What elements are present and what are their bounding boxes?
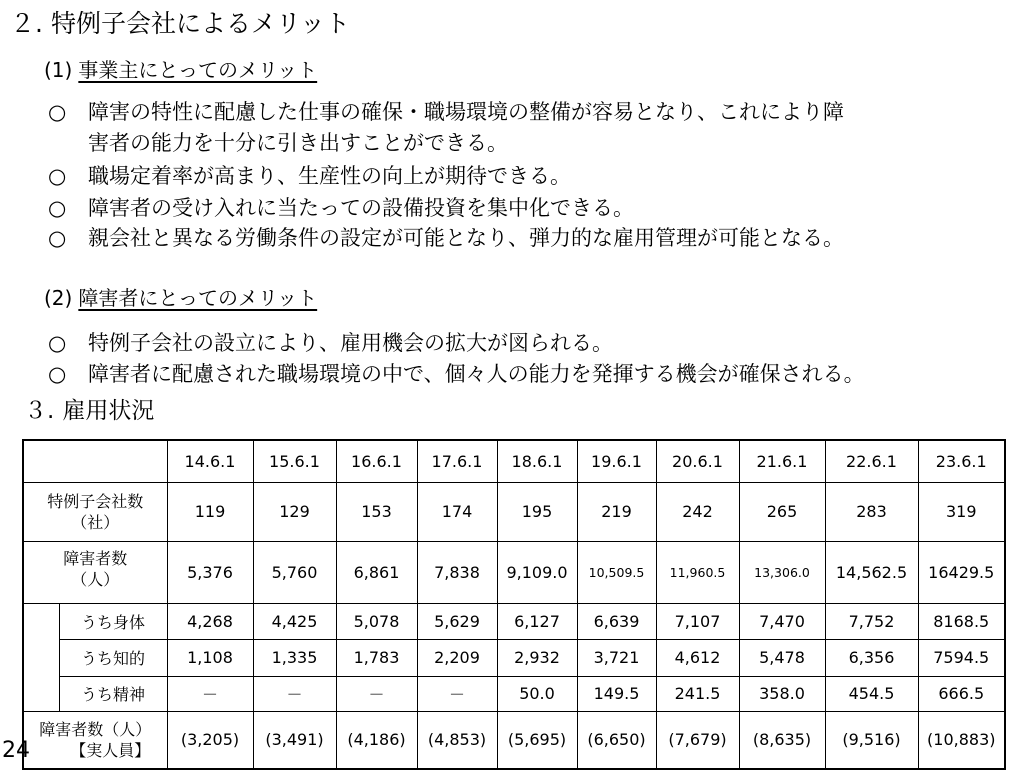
list-item xyxy=(48,193,634,223)
row-label-disabled-persons: 障害者数 （人） xyxy=(23,541,167,603)
subsection-2-title: 障害者にとってのメリット xyxy=(78,286,318,310)
table-row xyxy=(23,603,1005,639)
section-2-heading xyxy=(10,6,350,42)
table-cell: 241.5 xyxy=(656,676,739,711)
table-cell: 319 xyxy=(918,482,1005,541)
table-cell: 14,562.5 xyxy=(825,541,918,603)
subsection-1-heading xyxy=(44,55,317,85)
table-cell: 5,376 xyxy=(167,541,253,603)
table-cell: － xyxy=(336,676,417,711)
section-2-number: ２. xyxy=(10,9,43,38)
table-cell: 9,109.0 xyxy=(497,541,577,603)
list-item-text: 障害者の受け入れに当たっての設備投資を集中化できる。 xyxy=(88,196,634,220)
indent-spacer-cell xyxy=(23,603,59,711)
row-label-companies: 特例子会社数 （社） xyxy=(23,482,167,541)
table-cell: 129 xyxy=(253,482,336,541)
table-cell: － xyxy=(417,676,497,711)
list-item-text: 職場定着率が高まり、生産性の向上が期待できる。 xyxy=(88,164,571,188)
table-cell: 2,209 xyxy=(417,639,497,676)
table-cell: 50.0 xyxy=(497,676,577,711)
table-cell: 10,509.5 xyxy=(577,541,656,603)
table-cell: (8,635) xyxy=(739,711,825,769)
table-cell: 11,960.5 xyxy=(656,541,739,603)
subsection-1-title: 事業主にとってのメリット xyxy=(78,58,318,82)
table-cell: 195 xyxy=(497,482,577,541)
column-header: 17.6.1 xyxy=(417,440,497,482)
table-cell: 7,838 xyxy=(417,541,497,603)
subsection-1-number: (1) xyxy=(44,58,73,82)
list-item xyxy=(48,161,571,191)
column-header: 23.6.1 xyxy=(918,440,1005,482)
list-item-text: 障害者に配慮された職場環境の中で、個々人の能力を発揮する機会が確保される。 xyxy=(88,362,865,386)
column-header: 21.6.1 xyxy=(739,440,825,482)
bullet-circle-icon: ○ xyxy=(48,362,67,386)
table-cell: 7594.5 xyxy=(918,639,1005,676)
column-header: 20.6.1 xyxy=(656,440,739,482)
table-cell: (4,853) xyxy=(417,711,497,769)
table-cell: 5,760 xyxy=(253,541,336,603)
table-cell: 7,470 xyxy=(739,603,825,639)
row-label-actual-persons: 障害者数（人） 【実人員】 xyxy=(23,711,167,769)
table-cell: 6,639 xyxy=(577,603,656,639)
table-row xyxy=(23,541,1005,603)
table-cell: 4,612 xyxy=(656,639,739,676)
table-cell: 5,078 xyxy=(336,603,417,639)
bullet-circle-icon: ○ xyxy=(48,331,67,355)
table-cell: 2,932 xyxy=(497,639,577,676)
table-cell: － xyxy=(253,676,336,711)
column-header: 14.6.1 xyxy=(167,440,253,482)
row-label-mental: うち精神 xyxy=(59,676,167,711)
row-label-intellectual: うち知的 xyxy=(59,639,167,676)
table-cell: 666.5 xyxy=(918,676,1005,711)
table-cell: 4,425 xyxy=(253,603,336,639)
table-cell: 153 xyxy=(336,482,417,541)
row-label-physical: うち身体 xyxy=(59,603,167,639)
table-cell: 1,108 xyxy=(167,639,253,676)
column-header: 16.6.1 xyxy=(336,440,417,482)
table-row xyxy=(23,711,1005,769)
table-cell: 1,783 xyxy=(336,639,417,676)
list-item-text: 特例子会社の設立により、雇用機会の拡大が図られる。 xyxy=(88,331,613,355)
column-header: 15.6.1 xyxy=(253,440,336,482)
table-cell: (7,679) xyxy=(656,711,739,769)
table-cell: 6,127 xyxy=(497,603,577,639)
list-item-text: 害者の能力を十分に引き出すことができる。 xyxy=(88,131,508,155)
column-header: 19.6.1 xyxy=(577,440,656,482)
table-cell: 265 xyxy=(739,482,825,541)
table-cell: 6,356 xyxy=(825,639,918,676)
section-2-title: 特例子会社によるメリット xyxy=(50,9,350,38)
table-cell: 1,335 xyxy=(253,639,336,676)
table-cell: 454.5 xyxy=(825,676,918,711)
table-cell: (5,695) xyxy=(497,711,577,769)
table-cell: 174 xyxy=(417,482,497,541)
bullet-circle-icon: ○ xyxy=(48,164,67,188)
bullet-circle-icon: ○ xyxy=(48,226,67,250)
table-row xyxy=(23,482,1005,541)
subsection-2-number: (2) xyxy=(44,286,73,310)
list-item xyxy=(48,328,613,358)
table-cell: (6,650) xyxy=(577,711,656,769)
employment-status-table xyxy=(22,439,1006,770)
section-3-title: 雇用状況 xyxy=(62,398,155,424)
list-item xyxy=(48,97,844,127)
table-cell: 358.0 xyxy=(739,676,825,711)
section-3-number: ３. xyxy=(24,398,55,424)
list-item-continuation xyxy=(88,128,508,158)
table-cell: 16429.5 xyxy=(918,541,1005,603)
bullet-circle-icon: ○ xyxy=(48,196,67,220)
column-header: 22.6.1 xyxy=(825,440,918,482)
table-cell: 219 xyxy=(577,482,656,541)
table-cell: 13,306.0 xyxy=(739,541,825,603)
bullet-circle-icon: ○ xyxy=(48,100,67,124)
column-header: 18.6.1 xyxy=(497,440,577,482)
table-cell: (10,883) xyxy=(918,711,1005,769)
section-3-heading xyxy=(24,394,154,428)
table-corner-cell xyxy=(23,440,167,482)
table-header-row xyxy=(23,440,1005,482)
page-number: 24 xyxy=(2,738,30,763)
table-cell: (3,491) xyxy=(253,711,336,769)
table-cell: － xyxy=(167,676,253,711)
table-cell: 242 xyxy=(656,482,739,541)
table-cell: 3,721 xyxy=(577,639,656,676)
subsection-2-heading xyxy=(44,283,317,313)
table-cell: 119 xyxy=(167,482,253,541)
table-cell: (4,186) xyxy=(336,711,417,769)
table-cell: 7,752 xyxy=(825,603,918,639)
list-item-text: 親会社と異なる労働条件の設定が可能となり、弾力的な雇用管理が可能となる。 xyxy=(88,226,844,250)
table-cell: 8168.5 xyxy=(918,603,1005,639)
list-item-text: 障害の特性に配慮した仕事の確保・職場環境の整備が容易となり、これにより障 xyxy=(88,100,844,124)
table-cell: 4,268 xyxy=(167,603,253,639)
table-cell: 6,861 xyxy=(336,541,417,603)
table-cell: 283 xyxy=(825,482,918,541)
table-row xyxy=(23,639,1005,676)
table-cell: 149.5 xyxy=(577,676,656,711)
table-cell: (9,516) xyxy=(825,711,918,769)
table-row xyxy=(23,676,1005,711)
table-cell: (3,205) xyxy=(167,711,253,769)
table-cell: 5,478 xyxy=(739,639,825,676)
list-item xyxy=(48,223,844,253)
table-cell: 5,629 xyxy=(417,603,497,639)
list-item xyxy=(48,359,865,389)
table-cell: 7,107 xyxy=(656,603,739,639)
